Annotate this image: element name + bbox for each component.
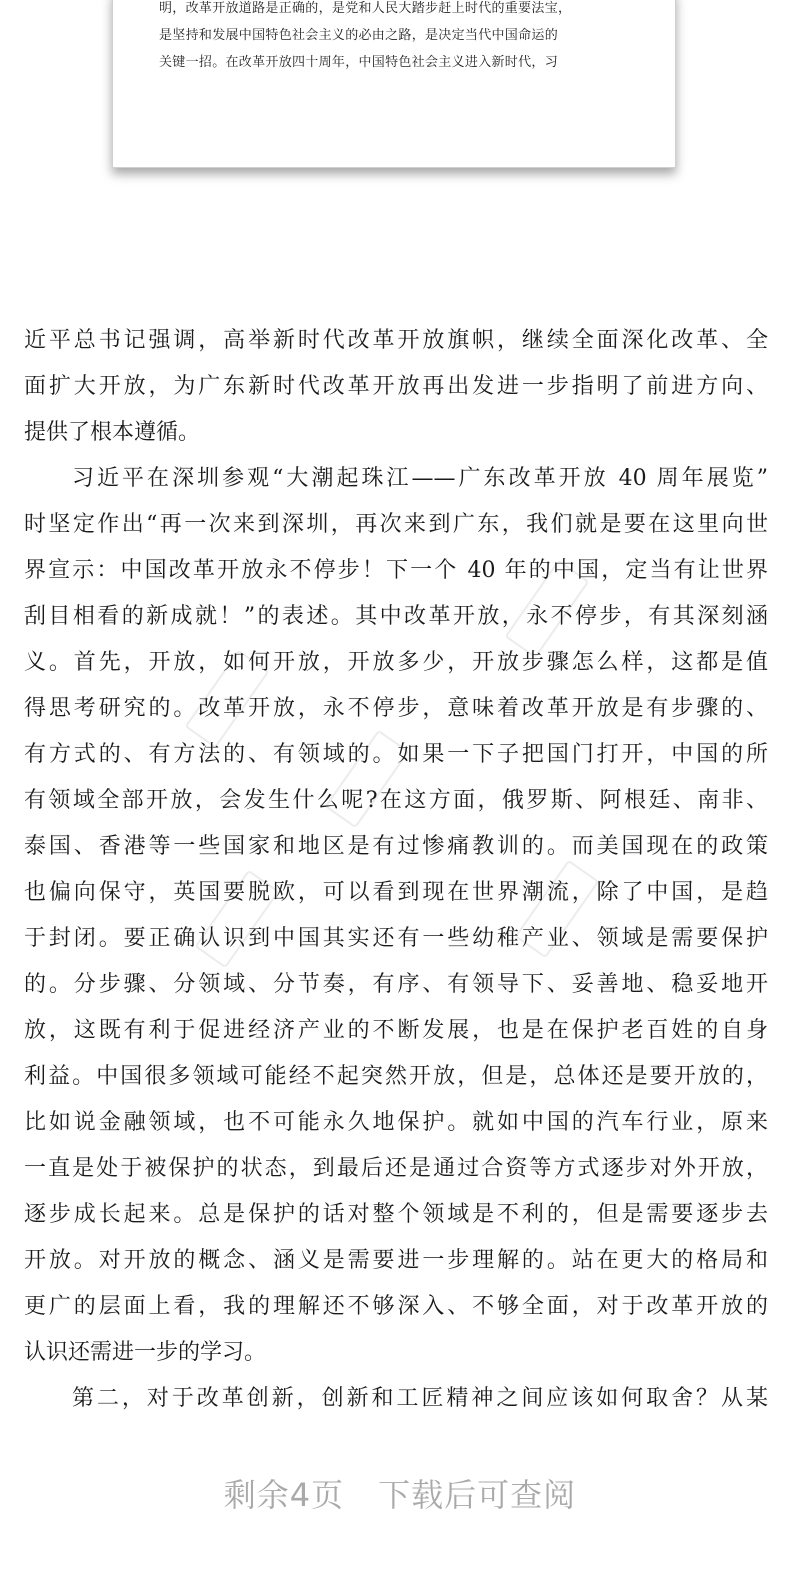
document-preview-page (112, 0, 676, 168)
preview-text-line: 关键一招。在改革开放四十周年，中国特色社会主义进入新时代，习 (159, 55, 559, 70)
document-body (24, 321, 768, 1421)
text-line: 更广的层面上看，我的理解还不够深入、不够全面，对于改革开放的 (24, 1294, 768, 1319)
text-line: 一直是处于被保护的状态，到最后还是通过合资等方式逐步对外开放， (24, 1156, 768, 1181)
text-line: 第二，对于改革创新，创新和工匠精神之间应该如何取舍？从某 (72, 1386, 768, 1411)
text-line: 近平总书记强调，高举新时代改革开放旗帜，继续全面深化改革、全 (24, 328, 768, 353)
preview-text-line: 明，改革开放道路是正确的，是党和人民大踏步赶上时代的重要法宝， (159, 1, 572, 16)
text-line: 于封闭。要正确认识到中国其实还有一些幼稚产业、领域是需要保护 (24, 926, 768, 951)
text-line: 利益。中国很多领域可能经不起突然开放，但是，总体还是要开放的， (24, 1064, 768, 1089)
remaining-pages-label: 剩余4页 (223, 1476, 345, 1514)
text-line: 时坚定作出“再一次来到深圳，再次来到广东，我们就是要在这里向世 (24, 512, 768, 537)
text-line: 的。分步骤、分领域、分节奏，有序、有领导下、妥善地、稳妥地开 (24, 972, 768, 997)
text-line: 得思考研究的。改革开放，永不停步，意味着改革开放是有步骤的、 (24, 696, 768, 721)
text-line: 面扩大开放，为广东新时代改革开放再出发进一步指明了前进方向、 (24, 374, 768, 399)
download-to-view-label[interactable]: 下载后可查阅 (378, 1476, 577, 1514)
text-line: 义。首先，开放，如何开放，开放多少，开放步骤怎么样，这都是值 (24, 650, 768, 675)
text-line: 界宣示：中国改革开放永不停步！下一个 40 年的中国，定当有让世界 (24, 558, 768, 583)
text-line: 提供了根本遵循。 (24, 420, 201, 445)
text-line: 放，这既有利于促进经济产业的不断发展，也是在保护老百姓的自身 (24, 1018, 768, 1043)
text-line: 有领域全部开放，会发生什么呢?在这方面，俄罗斯、阿根廷、南非、 (24, 788, 768, 813)
text-line: 开放。对开放的概念、涵义是需要进一步理解的。站在更大的格局和 (24, 1248, 768, 1273)
text-line: 有方式的、有方法的、有领域的。如果一下子把国门打开，中国的所 (24, 742, 768, 767)
text-line: 也偏向保守，英国要脱欧，可以看到现在世界潮流，除了中国，是趋 (24, 880, 768, 905)
preview-text-line: 是坚持和发展中国特色社会主义的必由之路，是决定当代中国命运的 (159, 28, 559, 43)
text-line: 认识还需进一步的学习。 (24, 1340, 267, 1365)
download-prompt[interactable] (0, 1455, 800, 1535)
text-line: 逐步成长起来。总是保护的话对整个领域是不利的，但是需要逐步去 (24, 1202, 768, 1227)
text-line: 习近平在深圳参观“大潮起珠江——广东改革开放 40 周年展览” (72, 466, 768, 491)
text-line: 泰国、香港等一些国家和地区是有过惨痛教训的。而美国现在的政策 (24, 834, 768, 859)
text-line: 比如说金融领域，也不可能永久地保护。就如中国的汽车行业，原来 (24, 1110, 768, 1135)
text-line: 刮目相看的新成就！”的表述。其中改革开放，永不停步，有其深刻涵 (24, 604, 768, 629)
